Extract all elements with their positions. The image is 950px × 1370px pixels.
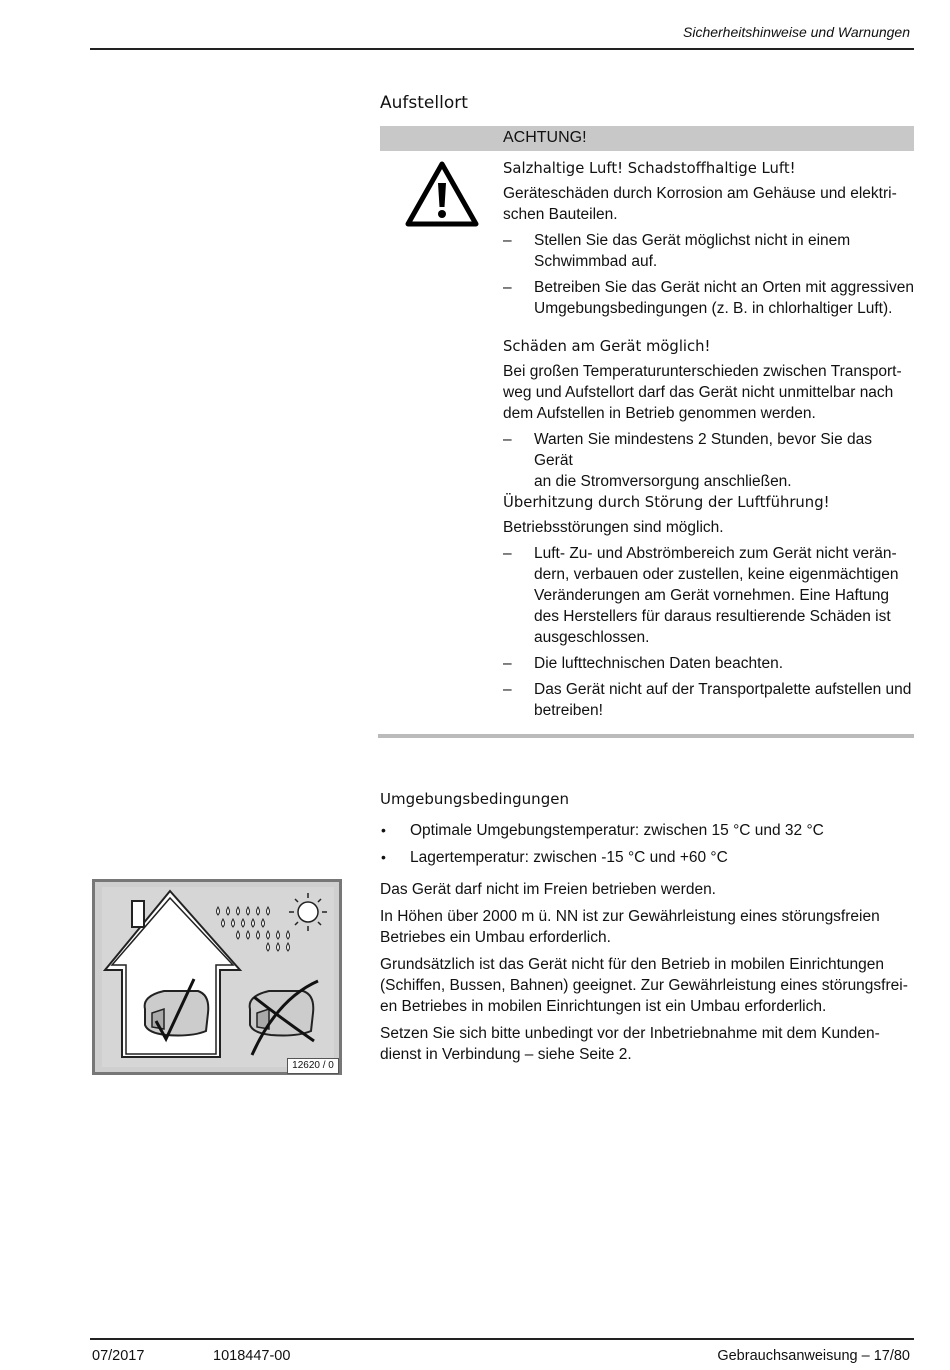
paragraph: Setzen Sie sich bitte unbedingt vor der Inbetriebnahme mit dem Kunden- dienst in Verbindung – siehe Seite 2. <box>380 1025 880 1063</box>
list-item: – Stellen Sie das Gerät möglichst nicht in einem Schwimmbad auf. <box>503 232 851 270</box>
footer-page-info: Gebrauchsanweisung – 17/80 <box>717 1348 910 1364</box>
device-outdoor-icon <box>250 991 314 1036</box>
environment-content <box>380 820 910 1065</box>
warning-title: Salzhaltige Luft! Schadstoffhaltige Luft! <box>503 160 796 177</box>
list-item: • Lagertemperatur: zwischen -15 °C und +60 °C <box>381 849 728 866</box>
header-divider <box>90 48 914 50</box>
paragraph: In Höhen über 2000 m ü. NN ist zur Gewährleistung eines störungsfreien Betriebes ein Umbau erforderlich. <box>380 908 880 946</box>
warning-bottom-border <box>378 734 914 738</box>
list-item: – Die lufttechnischen Daten beachten. <box>503 655 784 672</box>
dash-marker: – <box>503 232 512 249</box>
dash-marker: – <box>503 681 512 698</box>
dash-marker: – <box>503 545 512 562</box>
dash-marker: – <box>503 431 512 448</box>
warning-text: Geräteschäden durch Korrosion am Gehäuse und elektri- schen Bauteilen. <box>503 185 897 223</box>
warning-block-salt-air <box>503 158 915 319</box>
dash-marker: – <box>503 279 512 296</box>
warning-text: Betriebsstörungen sind möglich. <box>503 519 724 536</box>
running-header: Sicherheitshinweise und Warnungen <box>683 24 910 40</box>
bullet-marker: • <box>381 849 386 865</box>
section-heading-umgebungsbedingungen: Umgebungsbedingungen <box>380 790 569 808</box>
bullet-list <box>380 820 910 868</box>
warning-block-temperature <box>503 336 915 492</box>
paragraph: Grundsätzlich ist das Gerät nicht für den Betrieb in mobilen Einrichtungen (Schiffen, Bussen, Bahnen) geeignet. Zur Gewährleistung eines störungsfrei- en Betriebes in mobilen Einrichtungen ist ein Umbau erforderlich. <box>380 956 908 1015</box>
warning-title: Überhitzung durch Störung der Luftführung! <box>503 494 830 511</box>
list-item: – Warten Sie mindestens 2 Stunden, bevor Sie das Gerät an die Stromversorgung anschließen. <box>503 431 873 490</box>
list-item: – Luft- Zu- und Abströmbereich zum Gerät nicht verän- dern, verbauen oder zustellen, keine eigenmächtigen Veränderungen am Gerät vornehmen. Eine Haftung des Herstellers für daraus resultierende Schäden ist ausgeschlossen. <box>503 545 899 646</box>
warning-text: Bei großen Temperaturunterschieden zwischen Transport- weg und Aufstellort darf das Gerät nicht unmittelbar nach dem Aufstellen in Betrieb genommen werden. <box>503 363 902 422</box>
warning-title: Schäden am Gerät möglich! <box>503 338 711 355</box>
bullet-marker: • <box>381 822 386 838</box>
warning-block-overheating <box>503 492 915 721</box>
installation-illustration <box>92 879 342 1075</box>
figure-label: 12620 / 0 <box>287 1058 339 1074</box>
footer-doc-number: 1018447-00 <box>213 1348 291 1364</box>
paragraph: Das Gerät darf nicht im Freien betrieben werden. <box>380 881 716 898</box>
footer-divider <box>90 1338 914 1340</box>
section-heading-aufstellort: Aufstellort <box>380 93 468 113</box>
warning-label: ACHTUNG! <box>503 129 587 146</box>
list-item: – Das Gerät nicht auf der Transportpalette aufstellen und betreiben! <box>503 681 912 719</box>
dash-marker: – <box>503 655 512 672</box>
dash-list <box>503 429 915 492</box>
list-item: – Betreiben Sie das Gerät nicht an Orten mit aggressiven Umgebungsbedingungen (z. B. in chlorhaltiger Luft). <box>503 279 914 317</box>
dash-list <box>503 543 915 721</box>
footer-date: 07/2017 <box>92 1348 145 1364</box>
warning-triangle-icon <box>405 161 479 227</box>
list-item: • Optimale Umgebungstemperatur: zwischen 15 °C und 32 °C <box>381 822 824 839</box>
dash-list <box>503 230 915 319</box>
warning-banner <box>380 126 914 151</box>
